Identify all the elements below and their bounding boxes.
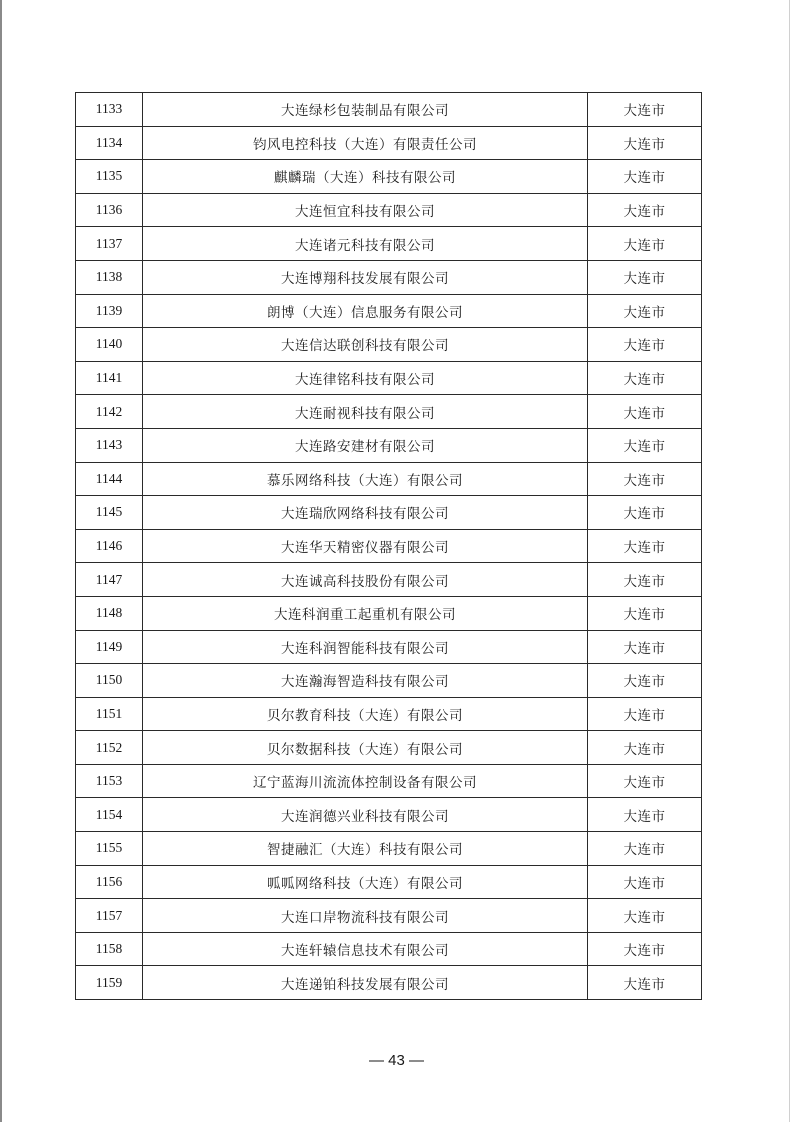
table-row [76, 160, 702, 194]
company-name: 大连科润智能科技有限公司 [143, 630, 588, 664]
table-row [76, 798, 702, 832]
company-name: 贝尔教育科技（大连）有限公司 [143, 697, 588, 731]
table-row [76, 899, 702, 933]
company-name: 大连递铂科技发展有限公司 [143, 966, 588, 1000]
table-row [76, 563, 702, 597]
table-row [76, 664, 702, 698]
city-name: 大连市 [588, 126, 702, 160]
table-row [76, 731, 702, 765]
row-number: 1154 [76, 798, 143, 832]
city-name: 大连市 [588, 93, 702, 127]
row-number: 1148 [76, 596, 143, 630]
table-body [76, 93, 702, 1000]
row-number: 1134 [76, 126, 143, 160]
company-name: 贝尔数据科技（大连）有限公司 [143, 731, 588, 765]
company-name: 大连口岸物流科技有限公司 [143, 899, 588, 933]
company-name: 大连科润重工起重机有限公司 [143, 596, 588, 630]
company-name: 辽宁蓝海川流流体控制设备有限公司 [143, 764, 588, 798]
row-number: 1149 [76, 630, 143, 664]
city-name: 大连市 [588, 832, 702, 866]
city-name: 大连市 [588, 596, 702, 630]
city-name: 大连市 [588, 361, 702, 395]
row-number: 1137 [76, 227, 143, 261]
table-row [76, 966, 702, 1000]
company-name: 钧风电控科技（大连）有限责任公司 [143, 126, 588, 160]
table-row [76, 630, 702, 664]
city-name: 大连市 [588, 630, 702, 664]
city-name: 大连市 [588, 764, 702, 798]
company-name: 大连耐视科技有限公司 [143, 395, 588, 429]
company-name: 大连诸元科技有限公司 [143, 227, 588, 261]
row-number: 1145 [76, 496, 143, 530]
table-row [76, 529, 702, 563]
company-name: 慕乐网络科技（大连）有限公司 [143, 462, 588, 496]
company-registry-table [75, 92, 702, 1000]
city-name: 大连市 [588, 697, 702, 731]
row-number: 1136 [76, 193, 143, 227]
page-number: — 43 — [368, 1052, 425, 1069]
city-name: 大连市 [588, 798, 702, 832]
table-row [76, 126, 702, 160]
row-number: 1138 [76, 260, 143, 294]
company-name: 呱呱网络科技（大连）有限公司 [143, 865, 588, 899]
table-row [76, 496, 702, 530]
table-row [76, 428, 702, 462]
table-row [76, 764, 702, 798]
row-number: 1152 [76, 731, 143, 765]
row-number: 1147 [76, 563, 143, 597]
company-name: 大连博翔科技发展有限公司 [143, 260, 588, 294]
scan-edge-left [0, 0, 2, 1122]
table-row [76, 865, 702, 899]
city-name: 大连市 [588, 932, 702, 966]
table-row [76, 93, 702, 127]
row-number: 1150 [76, 664, 143, 698]
city-name: 大连市 [588, 899, 702, 933]
company-name: 朗博（大连）信息服务有限公司 [143, 294, 588, 328]
city-name: 大连市 [588, 395, 702, 429]
row-number: 1135 [76, 160, 143, 194]
row-number: 1133 [76, 93, 143, 127]
city-name: 大连市 [588, 731, 702, 765]
table-row [76, 260, 702, 294]
scan-edge-right [789, 0, 790, 1122]
company-name: 大连润德兴业科技有限公司 [143, 798, 588, 832]
company-name: 智捷融汇（大连）科技有限公司 [143, 832, 588, 866]
company-name: 大连华天精密仪器有限公司 [143, 529, 588, 563]
company-name: 大连律铭科技有限公司 [143, 361, 588, 395]
row-number: 1157 [76, 899, 143, 933]
city-name: 大连市 [588, 260, 702, 294]
row-number: 1146 [76, 529, 143, 563]
table-row [76, 932, 702, 966]
city-name: 大连市 [588, 227, 702, 261]
company-name: 大连瑞欣网络科技有限公司 [143, 496, 588, 530]
company-name: 大连轩辕信息技术有限公司 [143, 932, 588, 966]
row-number: 1144 [76, 462, 143, 496]
company-name: 大连恒宜科技有限公司 [143, 193, 588, 227]
city-name: 大连市 [588, 529, 702, 563]
city-name: 大连市 [588, 496, 702, 530]
company-name: 大连诚高科技股份有限公司 [143, 563, 588, 597]
row-number: 1143 [76, 428, 143, 462]
table-row [76, 294, 702, 328]
company-name: 大连路安建材有限公司 [143, 428, 588, 462]
table-row [76, 697, 702, 731]
city-name: 大连市 [588, 865, 702, 899]
city-name: 大连市 [588, 428, 702, 462]
row-number: 1140 [76, 328, 143, 362]
company-name: 麒麟瑞（大连）科技有限公司 [143, 160, 588, 194]
row-number: 1156 [76, 865, 143, 899]
city-name: 大连市 [588, 328, 702, 362]
table-row [76, 193, 702, 227]
table-row [76, 361, 702, 395]
table-row [76, 328, 702, 362]
row-number: 1141 [76, 361, 143, 395]
row-number: 1159 [76, 966, 143, 1000]
company-name: 大连绿杉包装制品有限公司 [143, 93, 588, 127]
row-number: 1139 [76, 294, 143, 328]
table-row [76, 596, 702, 630]
city-name: 大连市 [588, 664, 702, 698]
table-row [76, 227, 702, 261]
city-name: 大连市 [588, 160, 702, 194]
row-number: 1142 [76, 395, 143, 429]
company-name: 大连瀚海智造科技有限公司 [143, 664, 588, 698]
row-number: 1153 [76, 764, 143, 798]
row-number: 1155 [76, 832, 143, 866]
city-name: 大连市 [588, 462, 702, 496]
table-row [76, 832, 702, 866]
row-number: 1151 [76, 697, 143, 731]
table-row [76, 395, 702, 429]
table-row [76, 462, 702, 496]
row-number: 1158 [76, 932, 143, 966]
city-name: 大连市 [588, 193, 702, 227]
city-name: 大连市 [588, 563, 702, 597]
company-name: 大连信达联创科技有限公司 [143, 328, 588, 362]
city-name: 大连市 [588, 966, 702, 1000]
city-name: 大连市 [588, 294, 702, 328]
